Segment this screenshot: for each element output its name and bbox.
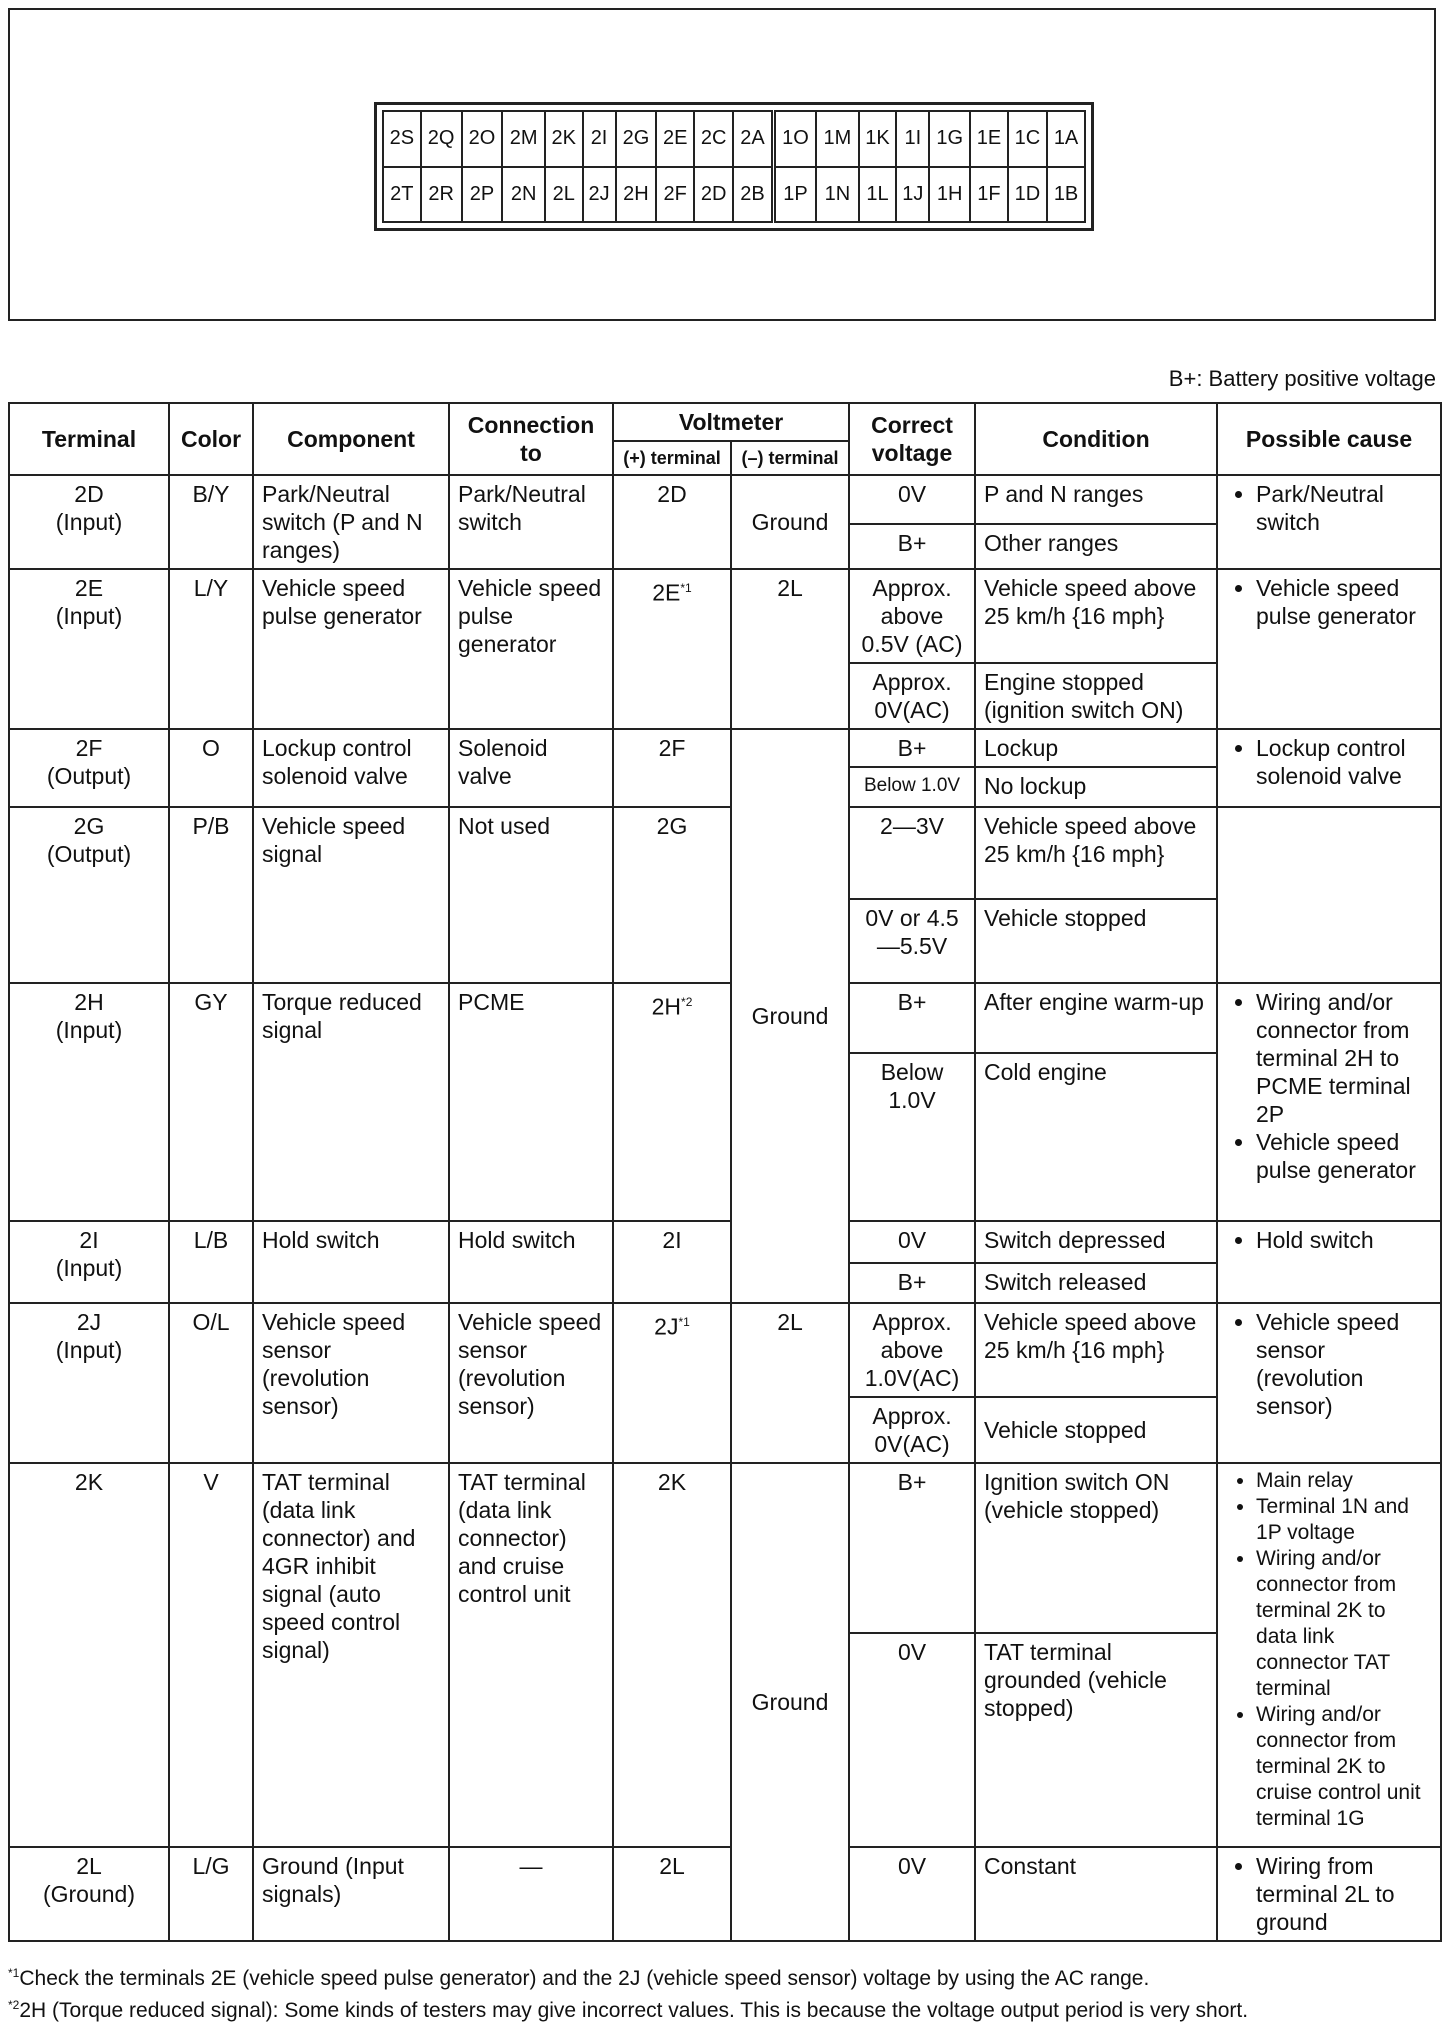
- cell-plus: 2F: [613, 729, 731, 807]
- cell-condition: No lockup: [975, 767, 1217, 807]
- cell-condition: Other ranges: [975, 524, 1217, 569]
- cell-minus: Ground: [731, 475, 849, 569]
- cell-cause: • Hold switch: [1217, 1221, 1441, 1303]
- cell-condition: TAT terminal grounded (vehicle stopped): [975, 1633, 1217, 1847]
- cell-plus: 2G: [613, 807, 731, 983]
- pin: 1F: [970, 167, 1008, 223]
- cell-component: Vehicle speed sensor (revolution sensor): [253, 1303, 449, 1463]
- header-component: Component: [253, 403, 449, 475]
- pin: 1N: [816, 167, 858, 223]
- table-row-terminal: 2D (Input): [9, 475, 169, 569]
- cell-voltage: B+: [849, 729, 975, 767]
- battery-voltage-note: B+: Battery positive voltage: [1168, 366, 1436, 391]
- cell-condition: Switch released: [975, 1263, 1217, 1303]
- cell-cause-empty: [1217, 807, 1441, 983]
- cell-voltage: Approx. above 0.5V (AC): [849, 569, 975, 663]
- cell-condition: Vehicle speed above 25 km/h {16 mph}: [975, 1303, 1217, 1397]
- cell-plus: $2E^{*1}$: [613, 569, 731, 729]
- header-minus-terminal: (–) terminal: [731, 441, 849, 475]
- cell-cause: • Park/Neutral switch: [1217, 475, 1441, 569]
- pin: 2O: [462, 111, 503, 167]
- cell-condition: P and N ranges: [975, 475, 1217, 524]
- header-color: Color: [169, 403, 253, 475]
- cell-condition: Constant: [975, 1847, 1217, 1941]
- cell-minus: 2L: [731, 1303, 849, 1463]
- cell-voltage: B+: [849, 983, 975, 1053]
- cell-condition: After engine warm-up: [975, 983, 1217, 1053]
- cell-voltage: 0V: [849, 475, 975, 524]
- cell-connection: Vehicle speed sensor (revolution sensor): [449, 1303, 613, 1463]
- pin: 1M: [816, 111, 858, 167]
- table-row-terminal: 2G (Output): [9, 807, 169, 983]
- header-voltmeter: Voltmeter: [613, 403, 849, 441]
- cell-condition: Cold engine: [975, 1053, 1217, 1221]
- header-correct-voltage: Correct voltage: [849, 403, 975, 475]
- cell-component: Torque reduced signal: [253, 983, 449, 1221]
- cell-voltage: 0V: [849, 1847, 975, 1941]
- table-row-terminal: 2H (Input): [9, 983, 169, 1221]
- connector-pin-grid: [374, 102, 1094, 231]
- cell-voltage: Approx. above 1.0V(AC): [849, 1303, 975, 1397]
- pin: 1L: [859, 167, 897, 223]
- cell-condition: Ignition switch ON (vehicle stopped): [975, 1463, 1217, 1633]
- cell-condition: Vehicle stopped: [975, 899, 1217, 983]
- cell-voltage: B+: [849, 524, 975, 569]
- pin: 1D: [1008, 167, 1047, 223]
- cell-color: O/L: [169, 1303, 253, 1463]
- cell-color: L/Y: [169, 569, 253, 729]
- cell-connection: Hold switch: [449, 1221, 613, 1303]
- table-row-terminal: 2L (Ground): [9, 1847, 169, 1941]
- cell-component: Hold switch: [253, 1221, 449, 1303]
- cell-cause: • Main relay • Terminal 1N and 1P voltage • Wiring and/or connector from terminal 2K to data link connector TAT terminal • Wiring and/or connector from terminal 2K to cruise control unit terminal 1G: [1217, 1463, 1441, 1847]
- cell-cause: • Wiring and/or connector from terminal 2H to PCME terminal 2P • Vehicle speed pulse generator: [1217, 983, 1441, 1221]
- cell-condition: Vehicle speed above 25 km/h {16 mph}: [975, 569, 1217, 663]
- header-condition: Condition: [975, 403, 1217, 475]
- footnote-2: $^{*2}$2H (Torque reduced signal): Some kinds of testers may give incorrect values. This is because the voltage output period is very short.: [8, 1998, 1249, 2022]
- cell-connection: Park/Neutral switch: [449, 475, 613, 569]
- cell-component: Ground (Input signals): [253, 1847, 449, 1941]
- cell-voltage: 0V or 4.5—5.5V: [849, 899, 975, 983]
- cell-condition: Switch depressed: [975, 1221, 1217, 1263]
- cell-component: Vehicle speed signal: [253, 807, 449, 983]
- cell-condition: Vehicle stopped: [975, 1397, 1217, 1463]
- pin: 2E: [656, 111, 694, 167]
- cell-voltage: Approx. 0V(AC): [849, 663, 975, 729]
- footnotes: [8, 1960, 1448, 2024]
- cell-plus: $2J^{*1}$: [613, 1303, 731, 1463]
- cell-plus: 2K: [613, 1463, 731, 1847]
- pin: 1P: [773, 167, 816, 223]
- footnote-1: $^{*1}$Check the terminals 2E (vehicle speed pulse generator) and the 2J (vehicle speed sensor) voltage by using the AC range.: [8, 1966, 1150, 1990]
- cell-minus-ground: Ground: [731, 1463, 849, 1941]
- cell-condition: Engine stopped (ignition switch ON): [975, 663, 1217, 729]
- pin: 2P: [462, 167, 503, 223]
- cell-cause: • Vehicle speed sensor (revolution sensor): [1217, 1303, 1441, 1463]
- cell-color: O: [169, 729, 253, 807]
- table-row-terminal: 2F (Output): [9, 729, 169, 807]
- pin: 2K: [545, 111, 583, 167]
- pin: 2M: [502, 111, 544, 167]
- cell-connection: —: [449, 1847, 613, 1941]
- cell-component: Park/Neutral switch (P and N ranges): [253, 475, 449, 569]
- cell-component: Lockup control solenoid valve: [253, 729, 449, 807]
- header-connection: Connection to: [449, 403, 613, 475]
- pin: 1J: [896, 167, 929, 223]
- pin: 2S: [383, 111, 421, 167]
- cell-cause: • Lockup control solenoid valve: [1217, 729, 1441, 807]
- cell-color: L/G: [169, 1847, 253, 1941]
- header-possible-cause: Possible cause: [1217, 403, 1441, 475]
- pin: 2N: [502, 167, 544, 223]
- table-row-terminal: 2K: [9, 1463, 169, 1847]
- pin: 1E: [970, 111, 1008, 167]
- cell-color: P/B: [169, 807, 253, 983]
- cell-color: B/Y: [169, 475, 253, 569]
- table-row-terminal: 2J (Input): [9, 1303, 169, 1463]
- cell-connection: PCME: [449, 983, 613, 1221]
- pin: 2C: [694, 111, 733, 167]
- cell-color: L/B: [169, 1221, 253, 1303]
- pin: 1O: [773, 111, 816, 167]
- pin: 2L: [545, 167, 583, 223]
- pin: 2Q: [421, 111, 462, 167]
- pin: 2F: [656, 167, 694, 223]
- cell-plus: $2H^{*2}$: [613, 983, 731, 1221]
- cell-voltage: 0V: [849, 1633, 975, 1847]
- cell-component: TAT terminal (data link connector) and 4GR inhibit signal (auto speed control signal): [253, 1463, 449, 1847]
- cell-voltage: B+: [849, 1263, 975, 1303]
- cell-voltage: Below 1.0V: [849, 1053, 975, 1221]
- pin: 1H: [929, 167, 970, 223]
- pin: 2B: [733, 167, 773, 223]
- header-terminal: Terminal: [9, 403, 169, 475]
- cell-voltage: 2—3V: [849, 807, 975, 899]
- pin: 1B: [1047, 167, 1085, 223]
- table-row-terminal: 2I (Input): [9, 1221, 169, 1303]
- pin: 1A: [1047, 111, 1085, 167]
- pin: 2D: [694, 167, 733, 223]
- cell-plus: 2L: [613, 1847, 731, 1941]
- cell-cause: • Vehicle speed pulse generator: [1217, 569, 1441, 729]
- cell-condition: Vehicle speed above 25 km/h {16 mph}: [975, 807, 1217, 899]
- cell-color: V: [169, 1463, 253, 1847]
- pin: 2A: [733, 111, 773, 167]
- pin: 2T: [383, 167, 421, 223]
- pin: 1G: [929, 111, 970, 167]
- terminal-voltage-table: [8, 402, 1442, 1942]
- pin: 1K: [859, 111, 897, 167]
- cell-connection: TAT terminal (data link connector) and cruise control unit: [449, 1463, 613, 1847]
- cell-component: Vehicle speed pulse generator: [253, 569, 449, 729]
- cell-minus-ground: Ground: [731, 729, 849, 1303]
- pin: 2I: [583, 111, 616, 167]
- cell-plus: 2D: [613, 475, 731, 569]
- cell-connection: Solenoid valve: [449, 729, 613, 807]
- table-row-terminal: 2E (Input): [9, 569, 169, 729]
- cell-cause: • Wiring from terminal 2L to ground: [1217, 1847, 1441, 1941]
- pin: 1C: [1008, 111, 1047, 167]
- pin: 2R: [421, 167, 462, 223]
- cell-plus: 2I: [613, 1221, 731, 1303]
- pin: 1I: [896, 111, 929, 167]
- header-plus-terminal: (+) terminal: [613, 441, 731, 475]
- pin: 2G: [616, 111, 657, 167]
- cell-voltage: Approx. 0V(AC): [849, 1397, 975, 1463]
- cell-color: GY: [169, 983, 253, 1221]
- cell-voltage: B+: [849, 1463, 975, 1633]
- cell-voltage: Below 1.0V: [849, 767, 975, 807]
- pin: 2H: [616, 167, 657, 223]
- connector-diagram-frame: [8, 8, 1436, 321]
- cell-minus: 2L: [731, 569, 849, 729]
- cell-voltage: 0V: [849, 1221, 975, 1263]
- cell-connection: Vehicle speed pulse generator: [449, 569, 613, 729]
- pin: 2J: [583, 167, 616, 223]
- cell-condition: Lockup: [975, 729, 1217, 767]
- cell-connection: Not used: [449, 807, 613, 983]
